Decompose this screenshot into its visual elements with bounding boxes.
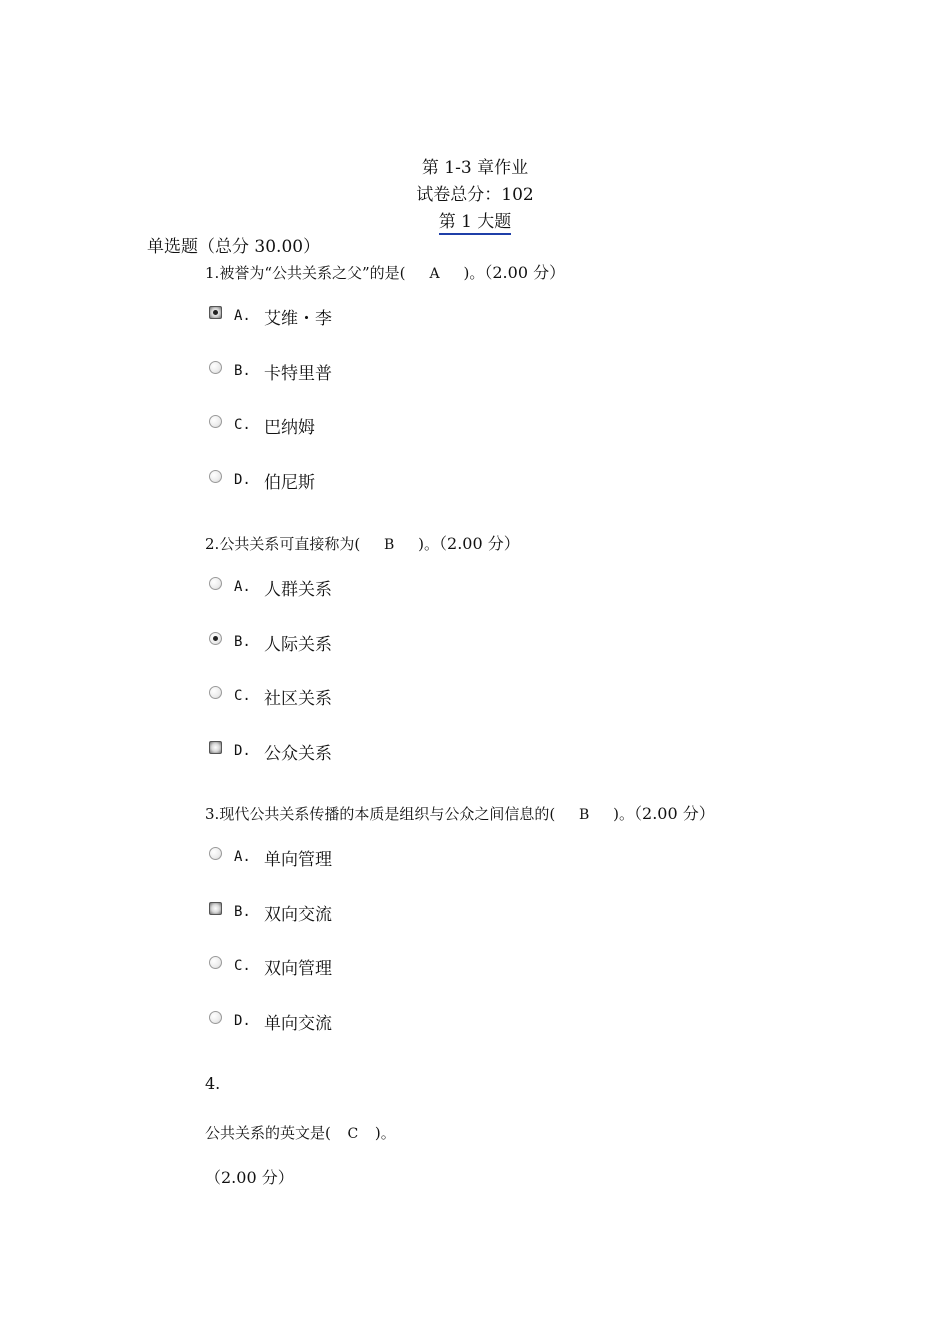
question-score: （2.00 分） [634, 804, 715, 823]
question-number: 3. [205, 805, 220, 823]
question-suffix: )。 [418, 535, 440, 553]
question-answer: A [429, 266, 440, 282]
question-score: （2.00 分） [439, 534, 520, 553]
radio-button[interactable] [209, 956, 222, 969]
option-text: 卡特里普 [264, 363, 332, 384]
option-letter: C. [234, 688, 251, 704]
option-letter: D. [234, 743, 251, 759]
option-text: 人群关系 [264, 579, 332, 600]
radio-button[interactable] [209, 632, 222, 645]
option-letter: B. [234, 363, 251, 379]
q1-option-d[interactable] [209, 468, 315, 492]
question-stem: 公共关系可直接称为( [219, 535, 361, 553]
radio-button[interactable] [209, 577, 222, 590]
option-letter: D. [234, 1013, 251, 1029]
radio-button[interactable] [209, 847, 222, 860]
option-text: 双向交流 [264, 904, 332, 925]
section-link[interactable]: 第 1 大题 [439, 212, 512, 235]
question-category: 单选题（总分 30.00） [147, 237, 321, 257]
option-text: 单向交流 [264, 1013, 332, 1034]
option-text: 单向管理 [264, 849, 332, 870]
question-answer: C [347, 1126, 359, 1142]
question-stem: 被誉为“公共关系之父”的是( [219, 264, 406, 282]
option-letter: C. [234, 958, 251, 974]
option-text: 公众关系 [264, 743, 332, 764]
radio-button[interactable] [209, 741, 222, 754]
question-stem: 现代公共关系传播的本质是组织与公众之间信息的( [219, 805, 556, 823]
question-suffix: )。 [374, 1124, 396, 1142]
option-letter: B. [234, 634, 251, 650]
option-letter: A. [234, 308, 251, 324]
question-stem: 公共关系的英文是( [205, 1124, 331, 1142]
question-number: 2. [205, 535, 220, 553]
option-text: 双向管理 [264, 958, 332, 979]
option-text: 社区关系 [264, 688, 332, 709]
q3-option-c[interactable] [209, 954, 332, 978]
section-heading [0, 211, 950, 233]
q2-option-a[interactable] [209, 575, 332, 599]
total-score: 试卷总分：102 [416, 185, 534, 205]
question-suffix: )。 [613, 805, 635, 823]
option-letter: A. [234, 579, 251, 595]
option-letter: B. [234, 904, 251, 920]
q1-option-c[interactable] [209, 413, 315, 437]
option-text: 人际关系 [264, 634, 332, 655]
question-4-number: 4. [205, 1074, 221, 1093]
option-letter: D. [234, 472, 251, 488]
question-suffix: )。 [463, 264, 485, 282]
question-3-text [205, 803, 715, 826]
q2-option-c[interactable] [209, 684, 332, 708]
question-4-text [205, 1122, 396, 1145]
radio-button[interactable] [209, 415, 222, 428]
q1-option-b[interactable] [209, 359, 332, 383]
option-letter: C. [234, 417, 251, 433]
q3-option-a[interactable] [209, 845, 332, 869]
question-answer: B [384, 537, 395, 553]
q2-option-d[interactable] [209, 739, 332, 763]
question-4-score: （2.00 分） [205, 1168, 294, 1187]
question-answer: B [579, 807, 590, 823]
page-title: 第 1-3 章作业 [421, 158, 529, 178]
radio-button[interactable] [209, 1011, 222, 1024]
q2-option-b[interactable] [209, 630, 332, 654]
option-letter: A. [234, 849, 251, 865]
option-text: 艾维・李 [264, 308, 332, 329]
radio-button[interactable] [209, 361, 222, 374]
radio-button[interactable] [209, 470, 222, 483]
q3-option-b[interactable] [209, 900, 332, 924]
question-2-text [205, 533, 520, 556]
radio-button[interactable] [209, 686, 222, 699]
q3-option-d[interactable] [209, 1009, 332, 1033]
question-number: 1. [205, 264, 220, 282]
question-1-text [205, 262, 565, 285]
q1-option-a[interactable] [209, 304, 332, 328]
question-score: （2.00 分） [484, 263, 566, 282]
option-text: 伯尼斯 [264, 472, 315, 493]
radio-button[interactable] [209, 306, 222, 319]
radio-button[interactable] [209, 902, 222, 915]
option-text: 巴纳姆 [264, 417, 315, 438]
